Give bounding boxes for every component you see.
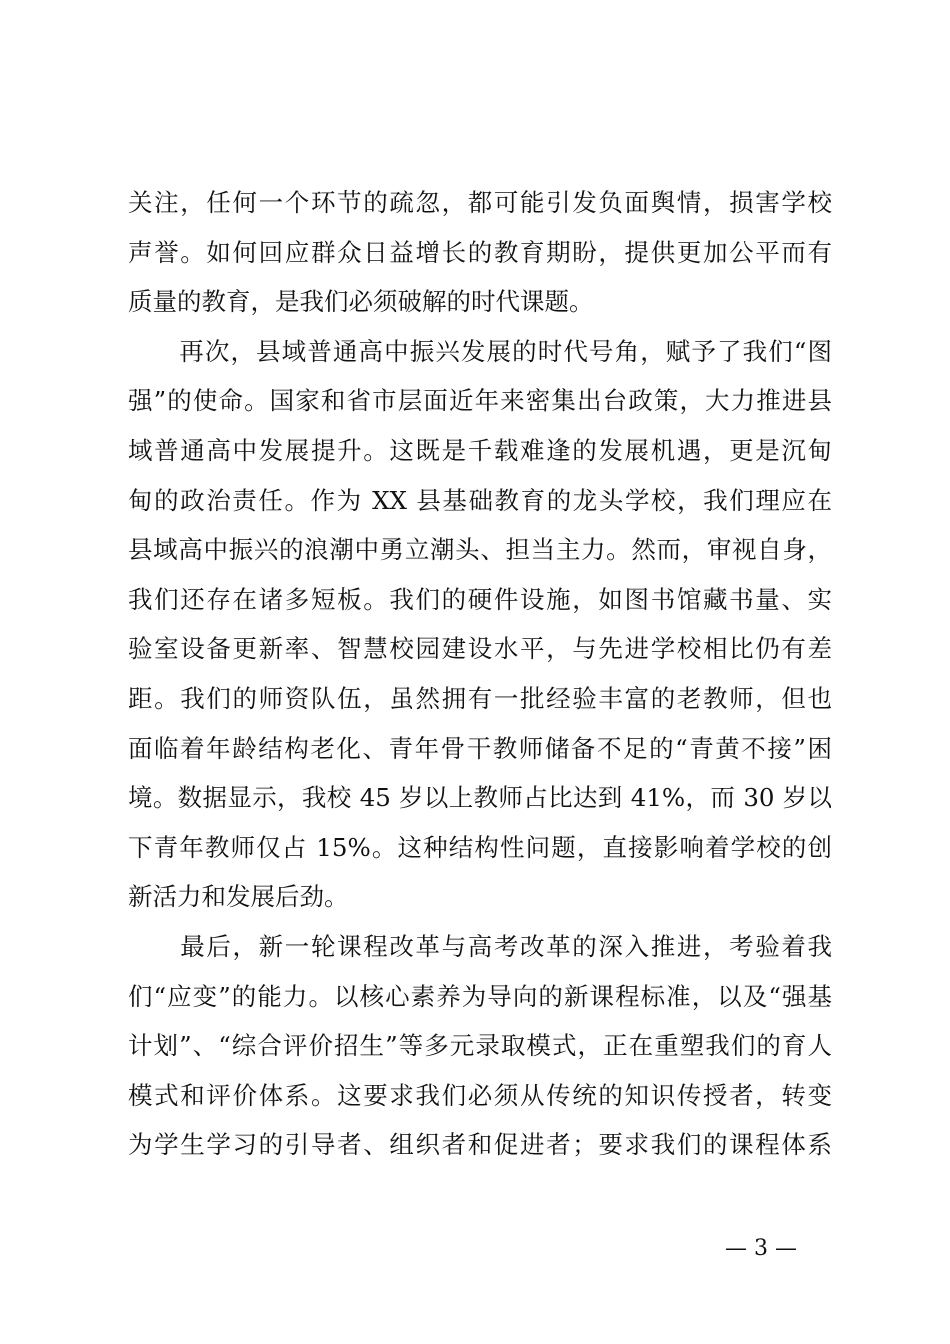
- text-line: 为学生学习的引导者、组织者和促进者；要求我们的课程体系: [128, 1130, 832, 1160]
- text-line: 新活力和发展后劲。: [128, 882, 349, 912]
- text-line: 验室设备更新率、智慧校园建设水平，与先进学校相比仍有差: [128, 634, 832, 664]
- text-line: 计划”、“综合评价招生”等多元录取模式，正在重塑我们的育人: [128, 1031, 832, 1061]
- text-line: 强”的使命。国家和省市层面近年来密集出台政策，大力推进县: [128, 386, 832, 416]
- text-line: 声誉。如何回应群众日益增长的教育期盼，提供更加公平而有: [128, 237, 832, 267]
- text-line: 距。我们的师资队伍，虽然拥有一批经验丰富的老教师，但也: [128, 683, 832, 713]
- text-line: 面临着年龄结构老化、青年骨干教师储备不足的“青黄不接”困: [128, 733, 832, 763]
- body-text: [128, 178, 832, 1170]
- text-line: 再次，县域普通高中振兴发展的时代号角，赋予了我们“图: [128, 336, 832, 366]
- text-line: 最后，新一轮课程改革与高考改革的深入推进，考验着我: [128, 931, 832, 961]
- text-line: 模式和评价体系。这要求我们必须从传统的知识传授者，转变: [128, 1080, 832, 1110]
- text-line: 县域高中振兴的浪潮中勇立潮头、担当主力。然而，审视自身，: [128, 535, 832, 565]
- text-line: 域普通高中发展提升。这既是千载难逢的发展机遇，更是沉甸: [128, 435, 832, 465]
- text-line: 质量的教育，是我们必须破解的时代课题。: [128, 287, 594, 317]
- text-line: 甸的政治责任。作为 XX 县基础教育的龙头学校，我们理应在: [128, 485, 832, 515]
- text-line: 我们还存在诸多短板。我们的硬件设施，如图书馆藏书量、实: [128, 584, 832, 614]
- page-number: — 3 —: [725, 1236, 797, 1261]
- text-line: 们“应变”的能力。以核心素养为导向的新课程标准，以及“强基: [128, 981, 832, 1011]
- text-line: 境。数据显示，我校 45 岁以上教师占比达到 41%，而 30 岁以: [128, 783, 832, 813]
- text-line: 关注，任何一个环节的疏忽，都可能引发负面舆情，损害学校: [128, 188, 832, 217]
- text-line: 下青年教师仅占 15%。这种结构性问题，直接影响着学校的创: [128, 832, 832, 862]
